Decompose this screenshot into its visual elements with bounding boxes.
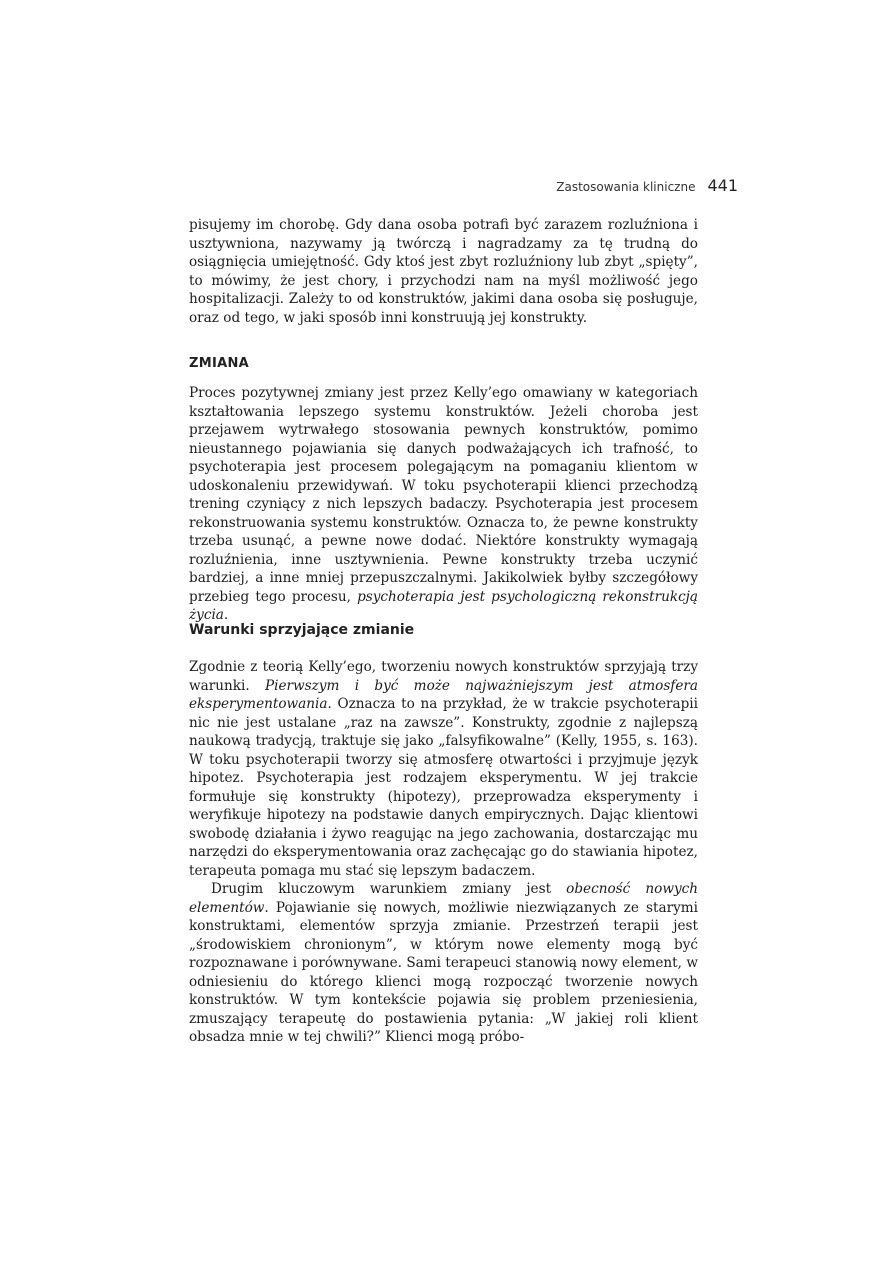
warunki-paragraph-2 (189, 880, 698, 1047)
warunki-p2-italic: obecność nowych elementów (189, 881, 698, 916)
zmiana-paragraph-italic: psychoterapia jest psychologiczną rekonstrukcją życia (189, 588, 699, 623)
zmiana-paragraph-main: Proces pozytywnej zmiany jest przez Kelly’ego omawiany w kategoriach kształtowania lepszego systemu konstruktów. Jeżeli choroba jest przejawem wytrwałego stosowania pewnych konstruktów, pomimo nieustannego pojawiania się danych podważających ich trafność, to psychoterapia jest procesem polegającym na pomaganiu klientom w udoskonaleniu przewidywań. W toku psychoterapii klienci przechodzą trening czyniący z nich lepszych badaczy. Psychoterapia jest procesem rekonstruowania systemu konstruktów. Oznacza to, że pewne konstrukty trzeba usunąć, a pewne nowe dodać. Niektóre konstrukty wymagają rozluźnienia, inne usztywnienia. Pewne konstrukty trzeba uczynić bardziej, a inne mniej przepuszczalnymi. Jakikolwiek byłby szczegółowy przebieg tego procesu, (189, 385, 698, 605)
section-heading-zmiana: ZMIANA (189, 356, 250, 371)
warunki-p2-start: Drugim kluczowym warunkiem zmiany jest (211, 881, 567, 897)
warunki-p1-start: Zgodnie z teorią Kelly’ego, tworzeniu nowych konstruktów sprzyjają trzy warunki. (189, 659, 698, 694)
zmiana-paragraph-end: . (223, 607, 229, 623)
warunki-body (189, 658, 698, 1047)
continued-paragraph: pisujemy im chorobę. Gdy dana osoba potrafi być zarazem rozluźniona i usztywniona, nazywamy ją twórczą i nagradzamy za tę trudną do osiągnięcia umiejętność. Gdy ktoś jest zbyt rozluźniony lub zbyt „spięty”, to mówimy, że jest chory, i przychodzi nam na myśl możliwość jego hospitalizacji. Zależy to od konstruktów, jakimi dana osoba się posługuje, oraz od tego, w jaki sposób inni konstruują jej konstrukty. (189, 217, 698, 326)
running-head (556, 176, 738, 195)
page-number: 441 (707, 176, 738, 195)
running-title: Zastosowania kliniczne (556, 180, 696, 194)
warunki-p1-rest: Oznacza to na przykład, że w trakcie psychoterapii nic nie jest ustalane „raz na zawsze”. Konstrukty, zgodnie z najlepszą naukową tradycją, traktuje się jako „falsyfikowalne” (Kelly, 1955, s. 163). W toku psychoterapii tworzy się atmosferę otwartości i przyjmuje język hipotez. Psychoterapia jest rodzajem eksperymentu. W jej trakcie formułuje się konstrukty (hipotezy), przeprowadza eksperymenty i weryfikuje hipotezy na podstawie danych empirycznych. Dając klientowi swobodę działania i żywo reagując na jego zachowania, dostarczając mu narzędzi do eksperymentowania oraz zachęcając go do stawiania hipotez, terapeuta pomaga mu stać się lepszym badaczem. (189, 696, 698, 879)
warunki-paragraph-1 (189, 658, 698, 880)
warunki-p2-rest: . Pojawianie się nowych, możliwie niezwiązanych ze starymi konstruktami, elementów sprzyja zmianie. Przestrzeń terapii jest „środowiskiem chronionym”, w którym nowe elementy mogą być rozpoznawane i porównywane. Sami terapeuci stanowią nowy element, w odniesieniu do którego klienci mogą rozpocząć tworzenie nowych konstruktów. W tym kontekście pojawia się problem przeniesienia, zmuszający terapeutę do postawienia pytania: „W jakiej roli klient obsadza mnie w tej chwili?” Klienci mogą próbo- (189, 899, 698, 1045)
subsection-heading-warunki: Warunki sprzyjające zmianie (189, 622, 415, 638)
zmiana-paragraph (189, 384, 698, 625)
warunki-p1-italic: Pierwszym i być może najważniejszym jest atmosfera eksperymentowania. (189, 677, 698, 712)
